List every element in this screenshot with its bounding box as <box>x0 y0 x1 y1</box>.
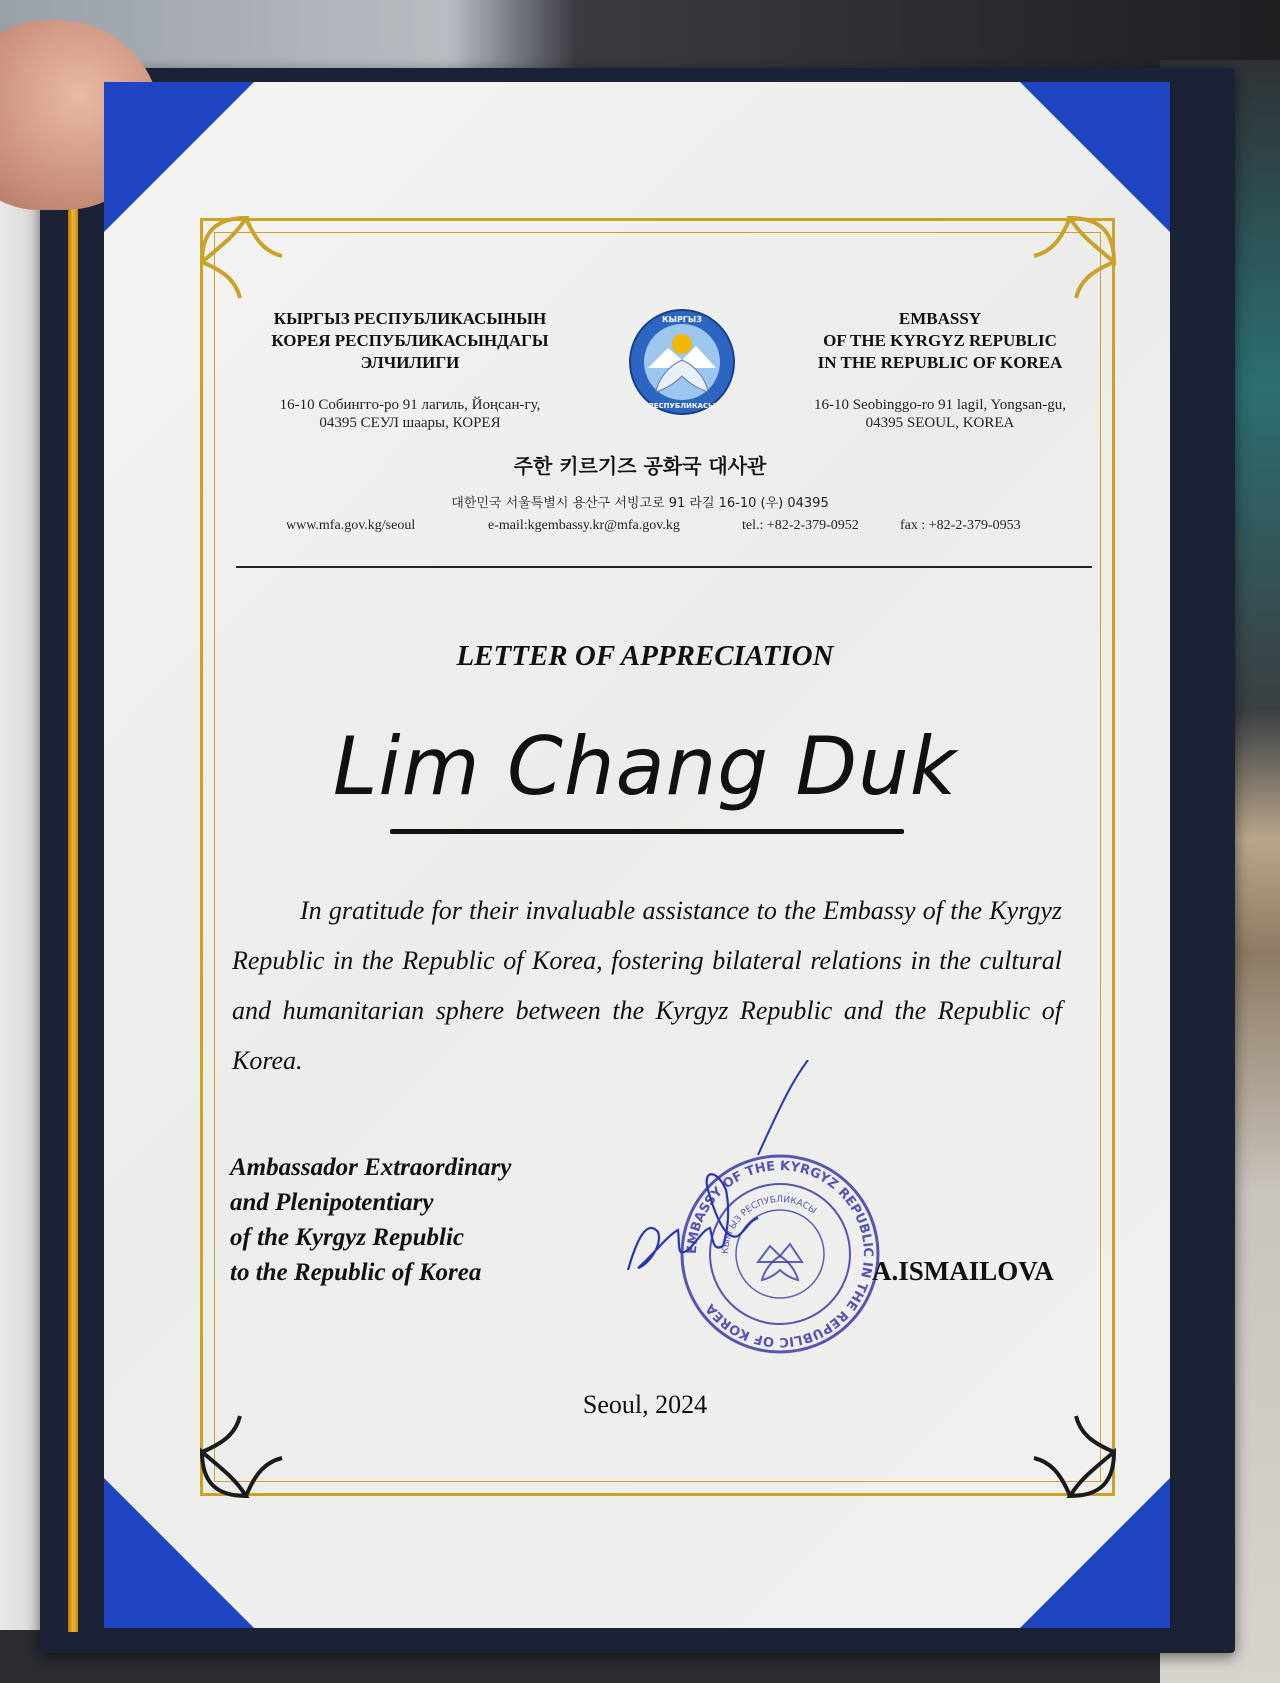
recipient-name: Lim Chang Duk <box>332 720 958 813</box>
emblem-bottom-text: РЕСПУБЛИКАСЫ <box>648 402 716 410</box>
frame-ornament-bottom-left <box>196 1412 286 1502</box>
frame-ornament-top-left <box>196 212 286 302</box>
place-and-date: Seoul, 2024 <box>582 1390 708 1419</box>
embassy-name-kyrgyz <box>240 308 580 374</box>
seal-outer-text: EMBASSY OF THE KYRGYZ REPUBLIC IN THE REPUBLIC OF KOREA <box>684 1158 876 1350</box>
document-title: LETTER OF APPRECIATION <box>456 640 834 672</box>
telephone-number: tel.: +82-2-379-0952 <box>742 518 859 533</box>
website-link[interactable]: www.mfa.gov.kg/seoul <box>286 518 416 533</box>
header-right-line-2: OF THE KYRGYZ REPUBLIC <box>823 331 1057 350</box>
address-korean: 대한민국 서울특별시 용산구 서빙고로 91 라길 16-10 (우) 04395 <box>451 496 829 511</box>
signatory-name: A.ISMAILOVA <box>872 1256 1054 1286</box>
blue-corner-top-right <box>1020 82 1170 232</box>
signatory-title <box>230 1150 511 1290</box>
kyrgyz-emblem <box>628 308 736 416</box>
address-kyrgyz <box>240 396 580 432</box>
header-left-line-2: КОРЕЯ РЕСПУБЛИКАСЫНДАГЫ <box>271 331 549 350</box>
header-divider <box>236 566 1092 568</box>
recipient-underline <box>390 829 904 834</box>
blue-corner-top-left <box>104 82 254 232</box>
signatory-title-line-4: to the Republic of Korea <box>230 1259 482 1286</box>
emblem-top-text: КЫРГЫЗ <box>662 315 702 324</box>
header-right-line-3: IN THE REPUBLIC OF KOREA <box>817 353 1063 372</box>
email-link[interactable]: e-mail:kgembassy.kr@mfa.gov.kg <box>488 518 680 533</box>
address-english <box>770 396 1110 432</box>
header-left-line-3: ЭЛЧИЛИГИ <box>360 353 460 372</box>
address-left-line-1: 16-10 Собингго-ро 91 лагиль, Йоңсан-гу, <box>279 397 541 413</box>
address-right-line-2: 04395 SEOUL, KOREA <box>865 415 1015 431</box>
frame-ornament-bottom-right <box>1030 1412 1120 1502</box>
header-left-line-1: КЫРГЫЗ РЕСПУБЛИКАСЫНЫН <box>273 309 547 328</box>
embassy-name-korean: 주한 키르기즈 공화국 대사관 <box>513 454 767 478</box>
signatory-title-line-3: of the Kyrgyz Republic <box>230 1224 465 1251</box>
signatory-title-line-2: and Plenipotentiary <box>230 1189 434 1216</box>
address-left-line-2: 04395 СЕУЛ шаары, КОРЕЯ <box>319 415 501 431</box>
header-right-line-1: EMBASSY <box>898 309 982 328</box>
signatory-title-line-1: Ambassador Extraordinary <box>230 1154 512 1181</box>
address-right-line-1: 16-10 Seobinggo-ro 91 lagil, Yongsan-gu, <box>813 397 1067 413</box>
embassy-name-english <box>770 308 1110 374</box>
frame-ornament-top-right <box>1030 212 1120 302</box>
appreciation-text: In gratitude for their invaluable assistance to the Embassy of the Kyrgyz Republic in the Republic of Korea, fostering bilateral relations in the cultural and humanitarian sphere between the Kyrgyz Republic and the Republic of Korea. <box>232 896 1062 1075</box>
seal-inner-text: КЫРГЫЗ РЕСПУБЛИКАСЫ <box>720 1194 818 1255</box>
fax-number: fax : +82-2-379-0953 <box>900 518 1021 533</box>
